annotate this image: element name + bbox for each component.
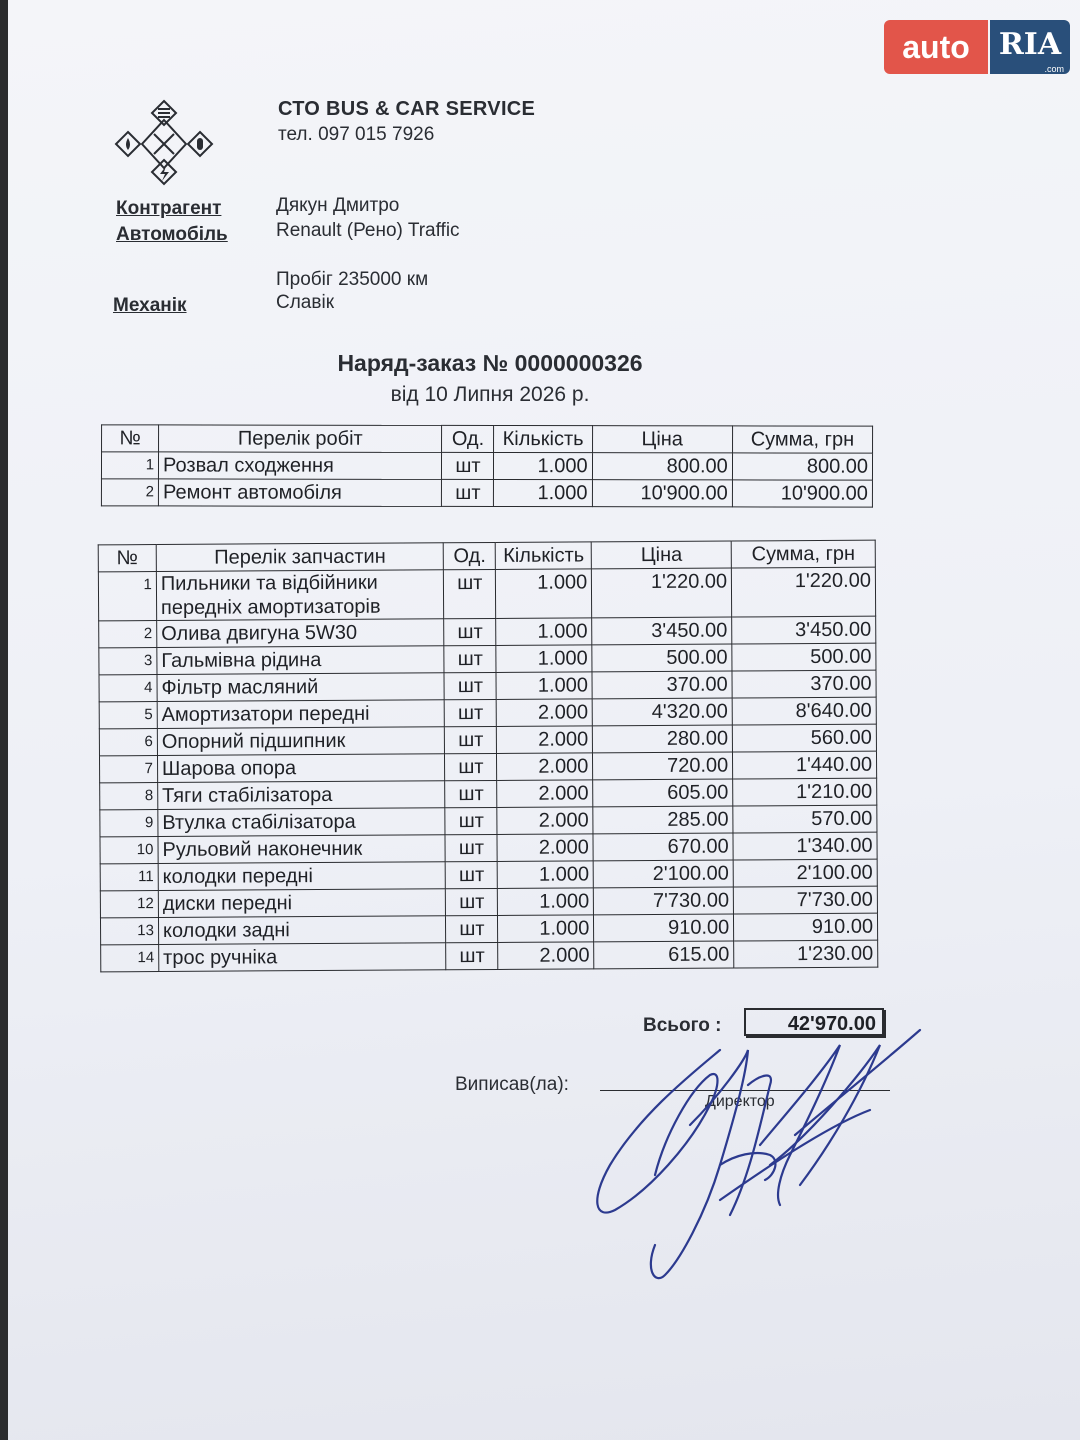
item-price: 7'730.00 [594,887,734,915]
item-sum: 560.00 [732,724,876,752]
mechanic-value: Славік [276,292,335,313]
row-number: 11 [100,864,158,891]
company-logo-icon [112,98,216,190]
item-unit: шт [445,699,497,726]
item-price: 10'900.00 [592,480,732,507]
item-name: Ремонт автомобіля [158,479,441,506]
item-name: Пильники та відбійники передніх амортизаторів [156,570,444,621]
background-edge [0,0,8,1440]
car-label: Автомобіль [116,224,228,245]
item-price: 720.00 [593,752,733,780]
item-name: Тяги стабілізатора [158,781,446,810]
item-unit: шт [446,915,498,942]
item-sum: 7'730.00 [733,886,877,914]
mechanic-label: Механік [113,295,187,316]
item-price: 3'450.00 [592,617,732,645]
item-sum: 10'900.00 [732,480,872,507]
item-name: Опорний підшипник [157,727,445,756]
item-quantity: 1.000 [496,672,592,700]
item-unit: шт [446,942,498,969]
row-number: 6 [99,729,157,756]
watermark-ria: RIA [990,20,1070,74]
item-quantity: 1.000 [498,915,594,943]
item-unit: шт [445,834,497,861]
item-price: 670.00 [593,833,733,861]
item-unit: шт [442,452,494,479]
item-price: 1'220.00 [592,568,732,618]
item-sum: 2'100.00 [733,859,877,887]
col-header-unit: Од. [442,425,494,452]
counterparty-value: Дякун Дмитро [276,195,400,216]
row-number: 13 [100,918,158,945]
row-number: 10 [100,837,158,864]
item-quantity: 2.000 [498,942,594,970]
item-unit: шт [445,780,497,807]
item-quantity: 2.000 [497,780,593,808]
table-row [101,479,872,507]
issued-by-label: Виписав(ла): [455,1074,569,1095]
parts-table [98,540,879,973]
table-row [101,940,878,972]
item-unit: шт [444,672,496,699]
item-price: 370.00 [592,671,732,699]
item-name: Шарова опора [157,754,445,783]
row-number: 1 [101,452,158,479]
item-name: Амортизатори передні [157,700,445,729]
item-sum: 800.00 [732,453,872,480]
item-unit: шт [444,618,496,645]
row-number: 14 [101,945,159,972]
col-header-sum: Сумма, грн [731,540,875,568]
item-quantity: 2.000 [497,726,593,754]
item-unit: шт [445,753,497,780]
row-number: 12 [100,891,158,918]
item-quantity: 1.000 [494,480,592,507]
item-quantity: 1.000 [494,453,592,480]
order-date: від 10 Липня 2026 р. [390,383,590,406]
car-value: Renault (Рено) Traffic [276,220,460,241]
item-quantity: 2.000 [497,834,593,862]
item-price: 285.00 [593,806,733,834]
item-sum: 570.00 [733,805,877,833]
item-quantity: 1.000 [496,618,592,646]
col-header-no: № [98,545,156,572]
item-sum: 1'440.00 [733,751,877,779]
total-value: 42'970.00 [744,1008,884,1036]
col-header-no: № [102,425,159,452]
item-price: 615.00 [594,941,734,969]
item-quantity: 1.000 [498,861,594,889]
item-price: 605.00 [593,779,733,807]
col-header-name: Перелік робіт [159,425,442,452]
works-table [101,424,873,507]
item-price: 280.00 [593,725,733,753]
row-number: 2 [99,621,157,648]
item-sum: 1'210.00 [733,778,877,806]
item-name: Фільтр масляний [157,673,445,702]
total-label: Всього : [643,1015,722,1036]
item-sum: 910.00 [734,913,878,941]
row-number: 2 [101,479,158,506]
col-header-price: Ціна [592,426,732,453]
item-price: 800.00 [592,453,732,480]
table-row [98,567,875,621]
item-name: колодки задні [158,916,446,945]
parts-header-row [98,540,875,572]
item-name: Гальмівна рідина [157,646,445,675]
order-title: Наряд-заказ № 0000000326 [337,350,643,376]
item-quantity: 2.000 [497,699,593,727]
item-sum: 3'450.00 [732,616,876,644]
item-name: Втулка стабілізатора [158,808,446,837]
company-phone: тел. 097 015 7926 [278,124,435,145]
item-name: трос ручніка [159,943,447,972]
item-quantity: 2.000 [497,753,593,781]
item-name: Розвал сходження [159,452,442,479]
watermark-auto: auto [884,20,988,74]
col-header-sum: Сумма, грн [732,426,872,453]
item-price: 910.00 [594,914,734,942]
col-header-price: Ціна [592,541,732,569]
row-number: 9 [100,810,158,837]
row-number: 1 [98,572,156,621]
row-number: 7 [99,756,157,783]
item-sum: 1'340.00 [733,832,877,860]
item-sum: 8'640.00 [732,697,876,725]
item-quantity: 1.000 [496,569,592,619]
watermark-com: .com [1044,64,1064,74]
col-header-unit: Од. [444,542,496,569]
item-unit: шт [446,888,498,915]
handwritten-signature [570,1015,950,1285]
col-header-name: Перелік запчастин [156,543,444,572]
item-quantity: 1.000 [496,645,592,673]
counterparty-label: Контрагент [116,198,222,219]
table-row [101,452,872,480]
item-price: 500.00 [592,644,732,672]
item-sum: 1'220.00 [732,567,876,617]
item-sum: 370.00 [732,670,876,698]
row-number: 3 [99,648,157,675]
item-quantity: 2.000 [497,807,593,835]
item-name: Олива двигуна 5W30 [157,619,445,648]
autoria-watermark [884,18,1070,76]
item-unit: шт [444,569,496,618]
item-unit: шт [445,807,497,834]
item-unit: шт [445,726,497,753]
item-unit: шт [444,645,496,672]
item-name: колодки передні [158,862,446,891]
item-name: диски передні [158,889,446,918]
company-name: СТО BUS & CAR SERVICE [278,98,536,120]
item-sum: 500.00 [732,643,876,671]
col-header-qty: Кількість [494,426,592,453]
row-number: 5 [99,702,157,729]
item-sum: 1'230.00 [734,940,878,968]
signer-role: Директор [705,1093,775,1110]
item-name: Рульовий наконечник [158,835,446,864]
works-header-row [102,425,873,453]
item-unit: шт [446,861,498,888]
row-number: 4 [99,675,157,702]
item-unit: шт [442,479,494,506]
row-number: 8 [100,783,158,810]
mileage-value: Пробіг 235000 км [276,269,429,290]
item-price: 2'100.00 [593,860,733,888]
col-header-qty: Кількість [496,542,592,570]
item-price: 4'320.00 [592,698,732,726]
item-quantity: 1.000 [498,888,594,916]
